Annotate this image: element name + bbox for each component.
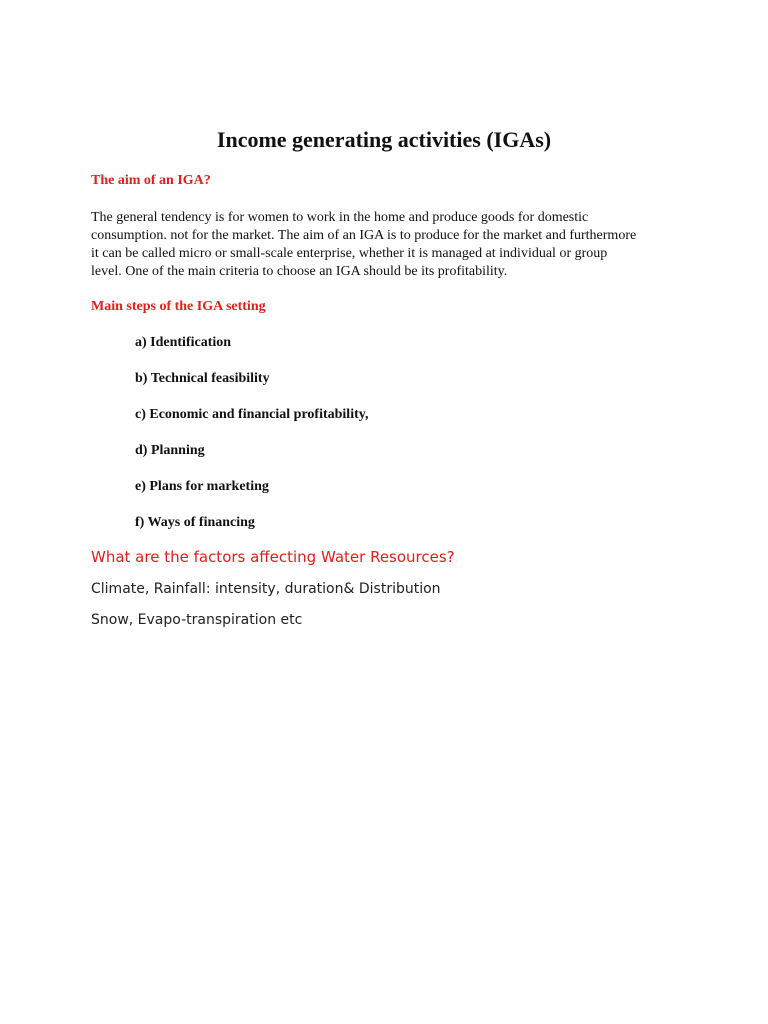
water-factors-line: Climate, Rainfall: intensity, duration& Distribution [91, 581, 441, 597]
water-heading: What are the factors affecting Water Resources? [91, 548, 455, 566]
step-item: d) Planning [135, 443, 205, 458]
aim-line: consumption. not for the market. The aim of an IGA is to produce for the market and furthermore [91, 228, 637, 243]
steps-heading: Main steps of the IGA setting [91, 299, 266, 314]
aim-line: The general tendency is for women to work in the home and produce goods for domestic [91, 210, 589, 225]
step-item: c) Economic and financial profitability, [135, 407, 369, 422]
step-item: a) Identification [135, 335, 232, 350]
step-item: b) Technical feasibility [135, 371, 270, 386]
aim-line: level. One of the main criteria to choose an IGA should be its profitability. [91, 264, 508, 279]
aim-paragraph [91, 209, 691, 281]
aim-heading: The aim of an IGA? [91, 173, 211, 188]
steps-list [135, 334, 368, 550]
water-factors-line: Snow, Evapo-transpiration etc [91, 612, 303, 628]
aim-line: it can be called micro or small-scale enterprise, whether it is managed at individual or group [91, 246, 608, 261]
step-item: e) Plans for marketing [135, 479, 269, 494]
document-title: Income generating activities (IGAs) [216, 127, 552, 152]
step-item: f) Ways of financing [135, 515, 255, 530]
